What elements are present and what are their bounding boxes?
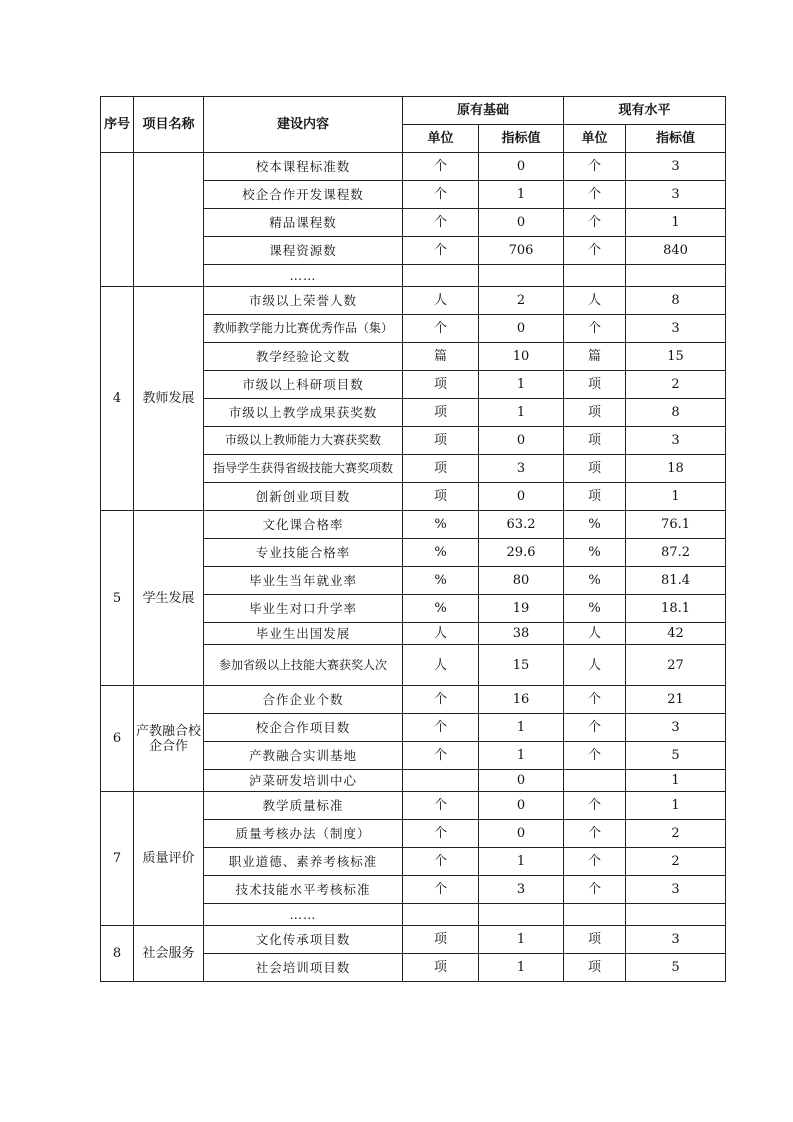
current-value-cell: 5 — [626, 954, 726, 982]
current-value-cell: 8 — [626, 287, 726, 315]
original-value-cell: 63.2 — [479, 511, 564, 539]
table-row — [101, 686, 726, 714]
content-cell: 教师教学能力比赛优秀作品（集） — [204, 315, 403, 343]
current-unit-cell: 项 — [564, 926, 626, 954]
current-value-cell: 2 — [626, 848, 726, 876]
table-row — [101, 153, 726, 181]
original-value-cell: 80 — [479, 567, 564, 595]
content-cell: 创新创业项目数 — [204, 483, 403, 511]
original-unit-cell — [403, 904, 479, 926]
original-value-cell: 706 — [479, 237, 564, 265]
content-cell: 精品课程数 — [204, 209, 403, 237]
header-value-current: 指标值 — [626, 125, 726, 153]
current-value-cell: 1 — [626, 770, 726, 792]
content-cell: 课程资源数 — [204, 237, 403, 265]
original-value-cell: 0 — [479, 792, 564, 820]
original-value-cell: 1 — [479, 742, 564, 770]
original-value-cell — [479, 265, 564, 287]
original-value-cell: 0 — [479, 427, 564, 455]
group-seq: 4 — [101, 287, 134, 511]
current-unit-cell — [564, 265, 626, 287]
current-value-cell: 3 — [626, 876, 726, 904]
original-unit-cell: 篇 — [403, 343, 479, 371]
current-value-cell — [626, 265, 726, 287]
group-name: 教师发展 — [134, 287, 204, 511]
original-value-cell: 1 — [479, 399, 564, 427]
current-value-cell: 76.1 — [626, 511, 726, 539]
current-unit-cell: 个 — [564, 848, 626, 876]
current-value-cell: 18 — [626, 455, 726, 483]
original-value-cell: 29.6 — [479, 539, 564, 567]
table-row — [101, 926, 726, 954]
current-value-cell: 1 — [626, 483, 726, 511]
current-unit-cell: 项 — [564, 399, 626, 427]
content-cell: 合作企业个数 — [204, 686, 403, 714]
current-unit-cell: 人 — [564, 287, 626, 315]
group-name: 产教融合校企合作 — [134, 686, 204, 792]
content-cell: 校企合作项目数 — [204, 714, 403, 742]
content-cell: 毕业生当年就业率 — [204, 567, 403, 595]
original-value-cell: 16 — [479, 686, 564, 714]
current-value-cell: 27 — [626, 645, 726, 686]
table-row — [101, 792, 726, 820]
current-unit-cell — [564, 770, 626, 792]
current-unit-cell: 个 — [564, 315, 626, 343]
original-unit-cell: 个 — [403, 181, 479, 209]
content-cell: 文化传承项目数 — [204, 926, 403, 954]
current-unit-cell: 人 — [564, 623, 626, 645]
current-value-cell: 2 — [626, 371, 726, 399]
original-unit-cell: % — [403, 539, 479, 567]
group-seq: 7 — [101, 792, 134, 926]
content-cell: …… — [204, 265, 403, 287]
current-value-cell: 21 — [626, 686, 726, 714]
current-unit-cell: 个 — [564, 209, 626, 237]
current-value-cell: 3 — [626, 714, 726, 742]
original-unit-cell: 个 — [403, 153, 479, 181]
original-unit-cell: % — [403, 595, 479, 623]
current-unit-cell: 项 — [564, 371, 626, 399]
content-cell: 毕业生对口升学率 — [204, 595, 403, 623]
original-unit-cell: 项 — [403, 926, 479, 954]
current-unit-cell: % — [564, 567, 626, 595]
current-value-cell: 42 — [626, 623, 726, 645]
original-value-cell: 38 — [479, 623, 564, 645]
group-name: 社会服务 — [134, 926, 204, 982]
header-unit-original: 单位 — [403, 125, 479, 153]
header-current-level: 现有水平 — [564, 97, 726, 125]
group-seq: 5 — [101, 511, 134, 686]
table-row — [101, 287, 726, 315]
current-unit-cell: 个 — [564, 181, 626, 209]
group-seq: 8 — [101, 926, 134, 982]
original-unit-cell: 个 — [403, 876, 479, 904]
content-cell: 技术技能水平考核标准 — [204, 876, 403, 904]
current-value-cell — [626, 904, 726, 926]
current-unit-cell: 个 — [564, 876, 626, 904]
original-unit-cell: 个 — [403, 820, 479, 848]
original-unit-cell: % — [403, 567, 479, 595]
original-value-cell: 19 — [479, 595, 564, 623]
original-value-cell: 0 — [479, 483, 564, 511]
original-unit-cell: 个 — [403, 315, 479, 343]
group-name — [134, 153, 204, 287]
current-value-cell: 3 — [626, 926, 726, 954]
group-seq — [101, 153, 134, 287]
current-unit-cell: 项 — [564, 954, 626, 982]
original-unit-cell: 个 — [403, 209, 479, 237]
content-cell: 文化课合格率 — [204, 511, 403, 539]
original-unit-cell: 个 — [403, 237, 479, 265]
original-unit-cell: 人 — [403, 645, 479, 686]
group-name: 质量评价 — [134, 792, 204, 926]
current-unit-cell: 个 — [564, 820, 626, 848]
original-unit-cell: 项 — [403, 455, 479, 483]
current-unit-cell: 个 — [564, 153, 626, 181]
original-unit-cell: 项 — [403, 427, 479, 455]
original-value-cell: 0 — [479, 315, 564, 343]
original-value-cell: 1 — [479, 714, 564, 742]
original-unit-cell: 项 — [403, 399, 479, 427]
original-unit-cell: 个 — [403, 742, 479, 770]
original-value-cell: 3 — [479, 455, 564, 483]
content-cell: 指导学生获得省级技能大赛奖项数 — [204, 455, 403, 483]
original-unit-cell: 个 — [403, 848, 479, 876]
original-value-cell: 3 — [479, 876, 564, 904]
table-row — [101, 511, 726, 539]
current-value-cell: 18.1 — [626, 595, 726, 623]
content-cell: 社会培训项目数 — [204, 954, 403, 982]
current-unit-cell — [564, 904, 626, 926]
current-unit-cell: 人 — [564, 645, 626, 686]
content-cell: 市级以上教师能力大赛获奖数 — [204, 427, 403, 455]
current-value-cell: 81.4 — [626, 567, 726, 595]
current-value-cell: 840 — [626, 237, 726, 265]
original-unit-cell: 人 — [403, 623, 479, 645]
current-value-cell: 15 — [626, 343, 726, 371]
content-cell: 校企合作开发课程数 — [204, 181, 403, 209]
content-cell: 市级以上教学成果获奖数 — [204, 399, 403, 427]
header-value-original: 指标值 — [479, 125, 564, 153]
content-cell: 泸菜研发培训中心 — [204, 770, 403, 792]
indicator-table — [100, 96, 726, 982]
original-value-cell: 1 — [479, 848, 564, 876]
original-value-cell: 15 — [479, 645, 564, 686]
current-unit-cell: 项 — [564, 427, 626, 455]
content-cell: 校本课程标准数 — [204, 153, 403, 181]
original-value-cell — [479, 904, 564, 926]
current-value-cell: 1 — [626, 792, 726, 820]
current-value-cell: 3 — [626, 427, 726, 455]
original-unit-cell: 项 — [403, 483, 479, 511]
original-unit-cell — [403, 770, 479, 792]
group-seq: 6 — [101, 686, 134, 792]
original-value-cell: 10 — [479, 343, 564, 371]
content-cell: 专业技能合格率 — [204, 539, 403, 567]
content-cell: 教学质量标准 — [204, 792, 403, 820]
current-value-cell: 8 — [626, 399, 726, 427]
current-unit-cell: 个 — [564, 792, 626, 820]
original-value-cell: 1 — [479, 181, 564, 209]
current-unit-cell: 个 — [564, 686, 626, 714]
original-unit-cell: 个 — [403, 792, 479, 820]
original-unit-cell: 个 — [403, 686, 479, 714]
current-unit-cell: 项 — [564, 455, 626, 483]
current-unit-cell: % — [564, 511, 626, 539]
header-build-content: 建设内容 — [204, 97, 403, 153]
original-value-cell: 2 — [479, 287, 564, 315]
current-unit-cell: 篇 — [564, 343, 626, 371]
content-cell: 市级以上科研项目数 — [204, 371, 403, 399]
current-unit-cell: 个 — [564, 714, 626, 742]
original-value-cell: 0 — [479, 153, 564, 181]
content-cell: 质量考核办法（制度） — [204, 820, 403, 848]
current-value-cell: 5 — [626, 742, 726, 770]
current-unit-cell: % — [564, 595, 626, 623]
current-value-cell: 1 — [626, 209, 726, 237]
header-unit-current: 单位 — [564, 125, 626, 153]
original-value-cell: 0 — [479, 770, 564, 792]
content-cell: 毕业生出国发展 — [204, 623, 403, 645]
current-value-cell: 3 — [626, 181, 726, 209]
header-seq: 序号 — [101, 97, 134, 153]
original-unit-cell: 项 — [403, 954, 479, 982]
current-unit-cell: 个 — [564, 742, 626, 770]
header-original-basis: 原有基础 — [403, 97, 564, 125]
original-value-cell: 1 — [479, 371, 564, 399]
current-value-cell: 87.2 — [626, 539, 726, 567]
current-unit-cell: 个 — [564, 237, 626, 265]
current-value-cell: 3 — [626, 153, 726, 181]
content-cell: 教学经验论文数 — [204, 343, 403, 371]
original-value-cell: 0 — [479, 209, 564, 237]
current-value-cell: 2 — [626, 820, 726, 848]
current-unit-cell: % — [564, 539, 626, 567]
content-cell: 参加省级以上技能大赛获奖人次 — [204, 645, 403, 686]
content-cell: 市级以上荣誉人数 — [204, 287, 403, 315]
original-unit-cell: 人 — [403, 287, 479, 315]
group-name: 学生发展 — [134, 511, 204, 686]
original-value-cell: 1 — [479, 926, 564, 954]
original-value-cell: 0 — [479, 820, 564, 848]
current-value-cell: 3 — [626, 315, 726, 343]
original-unit-cell — [403, 265, 479, 287]
current-unit-cell: 项 — [564, 483, 626, 511]
content-cell: …… — [204, 904, 403, 926]
original-unit-cell: % — [403, 511, 479, 539]
original-unit-cell: 项 — [403, 371, 479, 399]
content-cell: 产教融合实训基地 — [204, 742, 403, 770]
header-project-name: 项目名称 — [134, 97, 204, 153]
content-cell: 职业道德、素养考核标准 — [204, 848, 403, 876]
original-value-cell: 1 — [479, 954, 564, 982]
original-unit-cell: 个 — [403, 714, 479, 742]
